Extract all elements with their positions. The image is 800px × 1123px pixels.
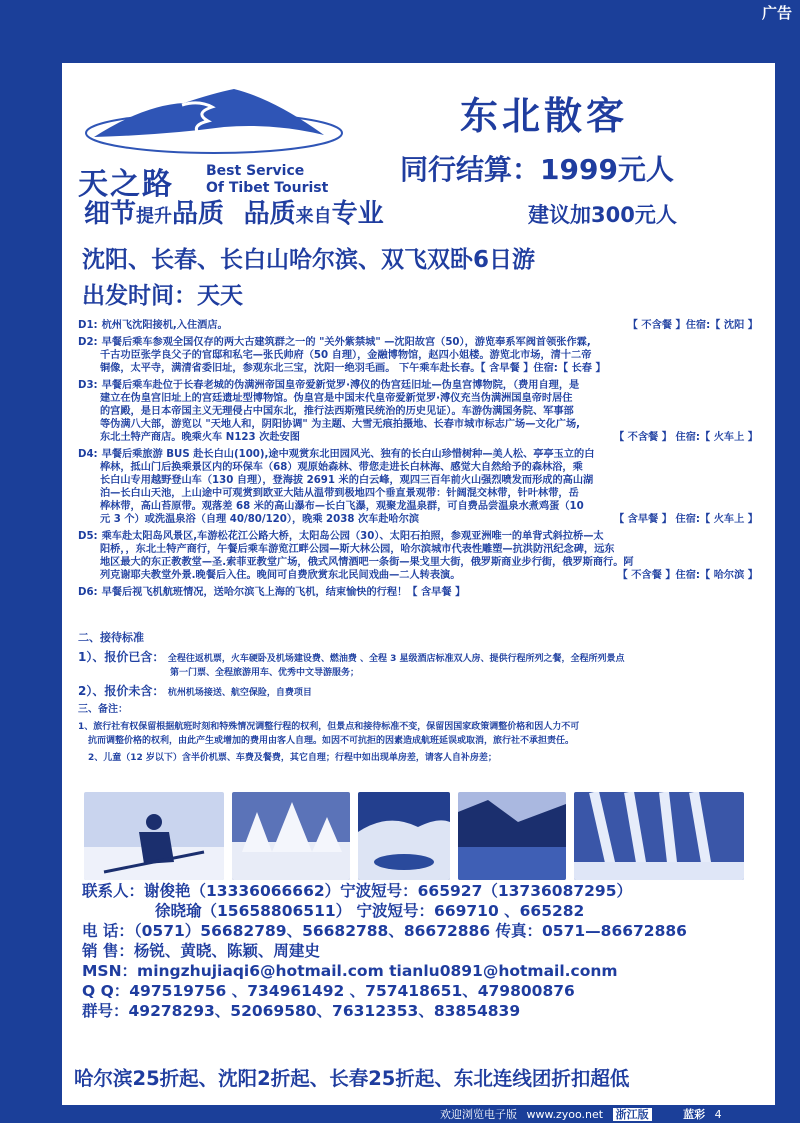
itinerary-text: 早餐后乘车赴位于长春老城的伪满洲帝国皇帝爱新觉罗·溥仪的伪宫廷旧址—伪皇宫博物院，（费用自理，是 <box>101 380 580 391</box>
price-incl-line1: 全程往返机票，火车硬卧及机场建设费、燃油费 、全程 3 星级酒店标准双人房、提供行程所列之餐，全程所列景点 <box>167 654 625 664</box>
snow-forest-photo <box>232 792 350 880</box>
contact-phone: 电 话：（0571）56682789、56682788、86672886 传真：0571—86672886 <box>82 922 687 940</box>
itinerary-line <box>78 362 768 375</box>
slogan <box>84 193 384 230</box>
itinerary-day <box>78 530 768 582</box>
itinerary-line <box>78 448 768 461</box>
day-label: D1: <box>78 320 98 331</box>
contact-msn: MSN：mingzhujiaqi6@hotmail.com tianlu0891@hotmail.conm <box>82 962 618 980</box>
itinerary-line <box>78 349 768 362</box>
route-title: 沈阳、长春、长白山哈尔滨、双飞双卧6日游 <box>82 247 536 273</box>
meal-lodging-note: 【 不含餐 】住宿:【 哈尔滨 】 <box>617 570 758 581</box>
logo-cn: 天之路 <box>78 167 174 202</box>
itinerary-text: 早餐后乘旅游 BUS 赴长白山(100),途中观赏东北田园风光、独有的长白山珍惜树种—美人松、亭亭玉立的白 <box>101 449 595 460</box>
meal-lodging-note: 【 不含餐 】 住宿:【 火车上 】 <box>613 432 758 443</box>
itinerary-day <box>78 379 768 444</box>
remarks-heading: 三、备注： <box>78 704 128 715</box>
itinerary-line <box>78 461 768 474</box>
itinerary-line <box>78 379 768 392</box>
itinerary-text: 长白山专用越野登山车（130 自理），登海拔 2691 米的白云峰，观四三百年前火山强烈喷发而形成的高山湖 <box>100 475 594 486</box>
footer-edition: 浙江版 <box>613 1108 652 1121</box>
lake-cliff-photo <box>458 792 566 880</box>
itinerary-day <box>78 586 768 599</box>
itinerary-day <box>78 448 768 526</box>
price-incl-line2: 第一门票、全程旅游用车、优秀中文导游服务； <box>170 668 360 678</box>
itinerary-text: 泊—长白山天池，上山途中可观赏到欧亚大陆从温带到极地四个垂直景观带：针阔混交林带，针叶林带，岳 <box>100 488 579 499</box>
day-label: D3: <box>78 380 98 391</box>
day-label: D2: <box>78 337 98 348</box>
slogan-part4: 品质 <box>243 199 296 229</box>
day-label: D5: <box>78 531 98 542</box>
itinerary <box>78 319 768 603</box>
itinerary-text: 元 3 个）或洗温泉浴（自理 40/80/120），晚乘 2038 次车赴哈尔滨 <box>100 514 420 525</box>
ad-tag: 广告 <box>754 0 800 26</box>
itinerary-text: 地区最大的东正教教堂—圣.索菲亚教堂广场，俄式风情酒吧一条街—果戈里大街，俄罗斯商业步行街，俄罗斯商行。阿 <box>100 557 634 568</box>
logo-en-line2: Of Tibet Tourist <box>206 180 329 196</box>
itinerary-text: 桦林带，高山苔原带。观落差 68 米的高山瀑布—长白飞瀑，观聚龙温泉群，可自费品尝温泉水煮鸡蛋（10 <box>100 501 584 512</box>
footer <box>440 1106 728 1123</box>
page-title: 东北散客 <box>460 94 629 138</box>
itinerary-line <box>78 336 768 349</box>
itinerary-text: 的宫殿，是日本帝国主义无理侵占中国东北，推行法西斯殖民统治的历史见证）。车游伪满国务院、军事部 <box>100 406 574 417</box>
footer-page-number: 4 <box>714 1108 722 1121</box>
remark1-line2: 抗而调整价格的权利，由此产生或增加的费用由客人自理。如因不可抗拒的因素造成航班延误或取消，旅行社不承担责任。 <box>88 736 575 746</box>
skier-photo <box>84 792 224 880</box>
itinerary-line <box>78 586 768 599</box>
frozen-waterfall-photo <box>574 792 744 880</box>
itinerary-line <box>78 556 768 569</box>
contact-sales: 销 售：杨锐、黄晓、陈颖、周建史 <box>82 942 320 960</box>
departure-line: 出发时间：天天 <box>82 283 243 309</box>
itinerary-text: 早餐后乘车参观全国仅存的两大古建筑群之一的 "关外紫禁城" —沈阳故宫（50），游览奉系军阀首领张作霖, <box>101 337 591 348</box>
day-label: D4: <box>78 449 98 460</box>
suggest-price: 建议加300元人 <box>528 203 677 227</box>
price-excl-text: 杭州机场接送、航空保险，自费项目 <box>167 688 312 698</box>
itinerary-line <box>78 530 768 543</box>
itinerary-text: 千古功臣张学良父子的官邸和私宅—张氏帅府（50 自理），金融博物馆，赵四小姐楼。游览北市场，清十二帝 <box>100 350 592 361</box>
day-label: D6: <box>78 587 98 598</box>
standards-heading: 二、接待标准 <box>78 631 144 644</box>
bottom-banner: 哈尔滨25折起、沈阳2折起、长春25折起、东北连线团折扣超低 <box>74 1067 630 1090</box>
itinerary-day <box>78 336 768 375</box>
contact-qq: Q Q：497519756 、734961492 、757418651、479800876 <box>82 982 575 1000</box>
itinerary-text: 等伪满八大部，游览以 "天地人和，阴阳协调" 为主题、大雪无痕拍摄地、长春市城市标志广场—文化广场, <box>100 419 581 430</box>
slogan-part3: 品质 <box>172 199 225 229</box>
contacts <box>82 881 687 1021</box>
standards <box>78 631 768 765</box>
remark2: 2、儿童（12 岁以下）含半价机票、车费及餐费，其它自理；行程中如出现单房差，请客人自补房差； <box>88 753 497 763</box>
itinerary-line <box>78 405 768 418</box>
contact-person2: 徐晓瑜（15658806511） 宁波短号：669710 、665282 <box>155 902 585 920</box>
itinerary-text: 列克谢耶夫教堂外景.晚餐后入住。晚间可自费欣赏东北民间戏曲—二人转表演。 <box>100 570 461 581</box>
itinerary-text: 东北土特产商店。晚乘火车 N123 次赴安图 <box>100 432 300 443</box>
itinerary-text: 早餐后视飞机航班情况，送哈尔滨飞上海的飞机，结束愉快的行程！【 含早餐 】 <box>101 587 466 598</box>
footer-section: 蓝彩 <box>683 1108 706 1121</box>
contact-group: 群号：49278293、52069580、76312353、83854839 <box>82 1002 521 1020</box>
footer-url[interactable]: www.zyoo.net <box>526 1108 604 1121</box>
itinerary-line <box>78 474 768 487</box>
itinerary-text: 阳桥，，东北土特产商行，午餐后乘车游览江畔公园—斯大林公园，哈尔滨城市代表性雕塑—抗洪防汛纪念碑，远东 <box>100 544 615 555</box>
itinerary-text: 建立在伪皇宫旧址上的宫廷遗址型博物馆。伪皇宫是中国末代皇帝爱新觉罗·溥仪充当伪满洲国皇帝时居住 <box>100 393 573 404</box>
itinerary-line <box>78 392 768 405</box>
price-excl-label: 2）、报价未含： <box>78 684 165 698</box>
itinerary-line <box>78 543 768 556</box>
slogan-part2: 提升 <box>136 206 173 227</box>
remark1-line1: 1、旅行社有权保留根据航班时刻和特殊情况调整行程的权利，但景点和接待标准不变，保留因国家政策调整价格和因人力不可 <box>78 722 580 732</box>
mountain-logo-icon <box>74 85 344 155</box>
contact-person1: 谢俊艳（13336066662）宁波短号：665927（13736087295） <box>144 882 632 900</box>
meal-lodging-note: 【 不含餐 】住宿:【 沈阳 】 <box>627 320 758 331</box>
slogan-part5: 来自 <box>295 206 332 227</box>
itinerary-line <box>78 487 768 500</box>
footer-welcome: 欢迎浏览电子版 <box>440 1108 517 1121</box>
logo-en-line1: Best Service <box>206 163 305 179</box>
content-panel <box>62 63 775 1105</box>
itinerary-text: 桦林，抵山门后换乘景区内的环保车（68）观原始森林、带您走进长白林海、感觉大自然给予的森林浴，乘 <box>100 462 583 473</box>
itinerary-text: 乘车赴太阳岛风景区,车游松花江公路大桥，太阳岛公园（30）、太阳石拍照，参观亚洲唯一的单背式斜拉桥—太 <box>101 531 604 542</box>
price-line: 同行结算：1999元人 <box>400 153 674 186</box>
meal-lodging-note: 【 含早餐 】 住宿:【 火车上 】 <box>613 514 758 525</box>
price-incl-label: 1）、报价已含： <box>78 650 165 664</box>
slogan-part6: 专业 <box>331 199 384 229</box>
itinerary-text: 铜像，太平寺，满清省委旧址，参观东北三宝，沈阳一绝羽毛画。 下午乘车赴长春。【 含早餐 】住宿:【 长春 】 <box>100 363 606 374</box>
logo <box>74 85 354 202</box>
itinerary-day <box>78 319 768 332</box>
snow-lake-photo <box>358 792 450 880</box>
itinerary-text: 杭州飞沈阳接机,入住酒店。 <box>101 320 228 331</box>
slogan-part1: 细节 <box>84 199 137 229</box>
itinerary-line <box>78 500 768 513</box>
itinerary-line <box>78 418 768 431</box>
contact-label: 联系人： <box>82 882 145 900</box>
